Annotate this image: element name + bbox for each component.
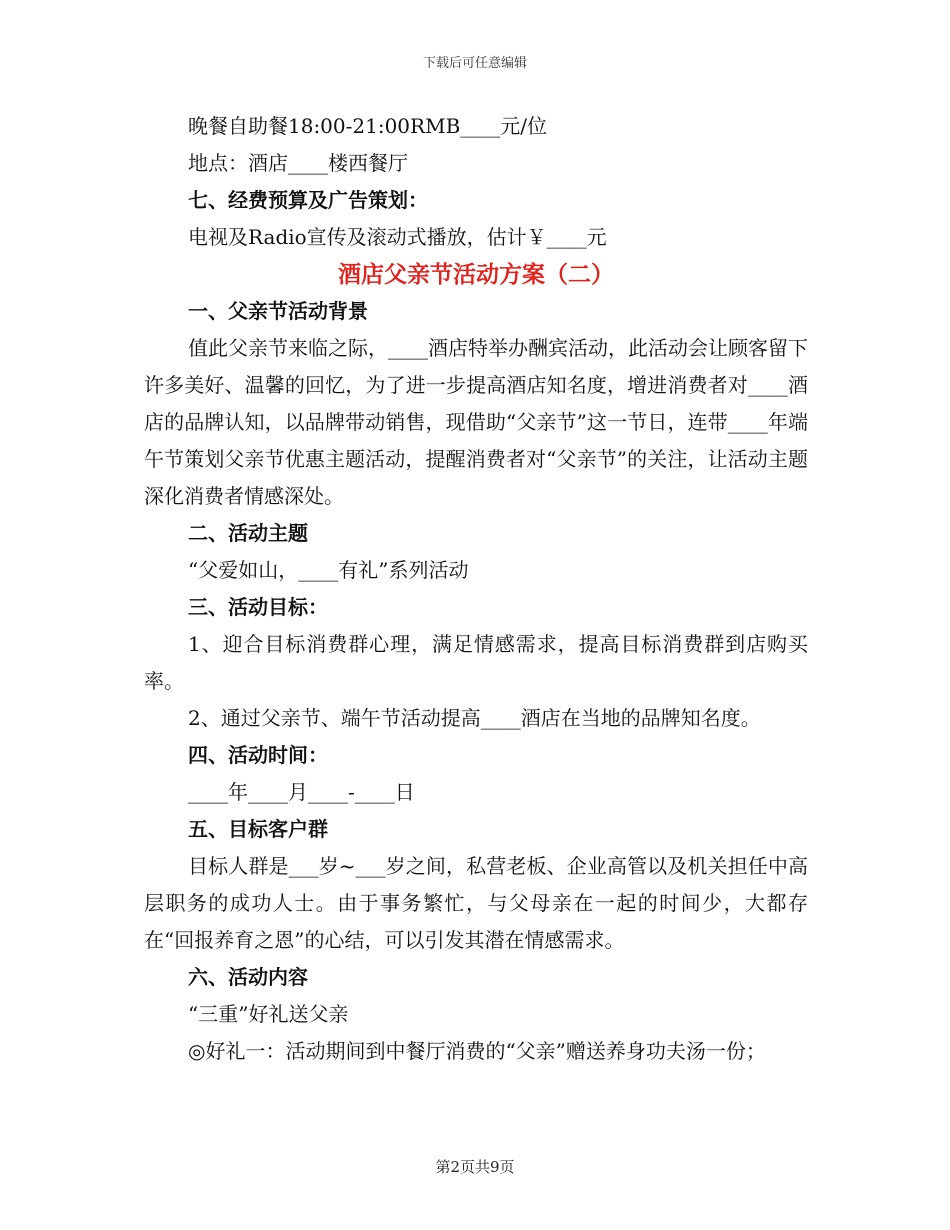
section-7-heading: 七、经费预算及广告策划： (188, 188, 428, 212)
section-4-heading: 四、活动时间： (188, 743, 328, 767)
section-1-heading: 一、父亲节活动背景 (188, 299, 368, 323)
section-3-item-1: 1、迎合目标消费群心理，满足情感需求，提高目标消费群到店购买率。 (144, 632, 808, 693)
section-6-heading: 六、活动内容 (188, 965, 308, 989)
section-6-subtitle: “三重”好礼送父亲 (188, 1002, 349, 1026)
section-2-body: “父爱如山，____有礼”系列活动 (188, 558, 469, 582)
page-footer: 第2页共9页 (435, 1158, 515, 1176)
section-3-heading: 三、活动目标： (188, 595, 328, 619)
document-body (144, 108, 808, 1070)
section-1-body: 值此父亲节来临之际，____酒店特举办酬宾活动，此活动会让顾客留下许多美好、温馨的回忆，为了进一步提高酒店知名度，增进消费者对____酒店的品牌认知，以品牌带动销售，现借助“父亲节”这一节日，连带____年端午节策划父亲节优惠主题活动，提醒消费者对“父亲节”的关注，让活动主题深化消费者情感深处。 (144, 336, 808, 508)
section-5-body: 目标人群是___岁~___岁之间，私营老板、企业高管以及机关担任中高层职务的成功人士。由于事务繁忙，与父母亲在一起的时间少，大都存在“回报养育之恩”的心结，可以引发其潜在情感需求。 (144, 854, 808, 952)
document-title: 酒店父亲节活动方案（二） (338, 261, 614, 288)
location-line: 地点：酒店____楼西餐厅 (188, 151, 408, 175)
section-5-heading: 五、目标客户群 (188, 817, 328, 841)
section-4-body: ____年____月____-____日 (188, 780, 415, 804)
section-2-heading: 二、活动主题 (188, 521, 308, 545)
section-3-item-2: 2、通过父亲节、端午节活动提高____酒店在当地的品牌知名度。 (188, 706, 761, 730)
section-6-gift-1: ◎好礼一：活动期间到中餐厅消费的“父亲”赠送养身功夫汤一份； (188, 1039, 766, 1063)
page-header: 下载后可任意编辑 (422, 56, 527, 71)
section-7-text: 电视及Radio宣传及滚动式播放，估计￥____元 (188, 225, 607, 249)
dinner-line: 晚餐自助餐18:00-21:00RMB____元/位 (188, 114, 548, 138)
